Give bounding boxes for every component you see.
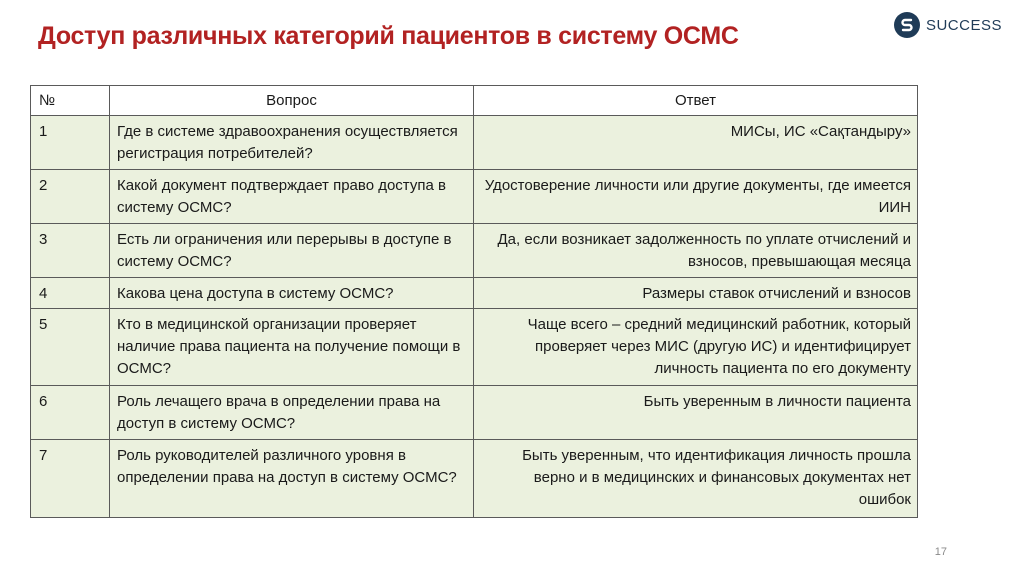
brand-logo — [894, 12, 1002, 38]
row-answer: Чаще всего – средний медицинский работник, который проверяет через МИС (другую ИС) и идентифицирует личность пациента по его документу — [474, 309, 918, 386]
row-answer: Размеры ставок отчислений и взносов — [474, 278, 918, 309]
row-question: Кто в медицинской организации проверяет наличие права пациента на получение помощи в ОСМС? — [110, 309, 474, 386]
row-number: 4 — [31, 278, 110, 309]
table-row — [31, 224, 918, 278]
table-row — [31, 116, 918, 170]
row-question: Роль лечащего врача в определении права на доступ в систему ОСМС? — [110, 386, 474, 440]
brand-logo-icon — [894, 12, 920, 38]
table-row — [31, 170, 918, 224]
row-number: 3 — [31, 224, 110, 278]
table-row — [31, 386, 918, 440]
header-number: № — [31, 86, 110, 116]
row-question: Есть ли ограничения или перерывы в доступе в систему ОСМС? — [110, 224, 474, 278]
row-answer: Да, если возникает задолженность по уплате отчислений и взносов, превышающая месяца — [474, 224, 918, 278]
row-number: 7 — [31, 440, 110, 518]
row-answer: Быть уверенным, что идентификация личность прошла верно и в медицинских и финансовых документах нет ошибок — [474, 440, 918, 518]
page-number: 17 — [934, 546, 947, 558]
row-number: 2 — [31, 170, 110, 224]
row-answer: Удостоверение личности или другие документы, где имеется ИИН — [474, 170, 918, 224]
slide-title: Доступ различных категорий пациентов в систему ОСМС — [38, 22, 739, 50]
table-row — [31, 309, 918, 386]
table-header-row — [31, 86, 918, 116]
row-question: Какова цена доступа в систему ОСМС? — [110, 278, 474, 309]
row-number: 6 — [31, 386, 110, 440]
faq-table — [30, 85, 918, 518]
table-row — [31, 440, 918, 518]
header-question: Вопрос — [110, 86, 474, 116]
table-row — [31, 278, 918, 309]
row-answer: МИСы, ИС «Сақтандыру» — [474, 116, 918, 170]
row-answer: Быть уверенным в личности пациента — [474, 386, 918, 440]
row-number: 1 — [31, 116, 110, 170]
brand-name: SUCCESS — [925, 16, 1002, 34]
row-question: Где в системе здравоохранения осуществляется регистрация потребителей? — [110, 116, 474, 170]
header-answer: Ответ — [474, 86, 918, 116]
row-number: 5 — [31, 309, 110, 386]
row-question: Какой документ подтверждает право доступа в систему ОСМС? — [110, 170, 474, 224]
row-question: Роль руководителей различного уровня в определении права на доступ в систему ОСМС? — [110, 440, 474, 518]
